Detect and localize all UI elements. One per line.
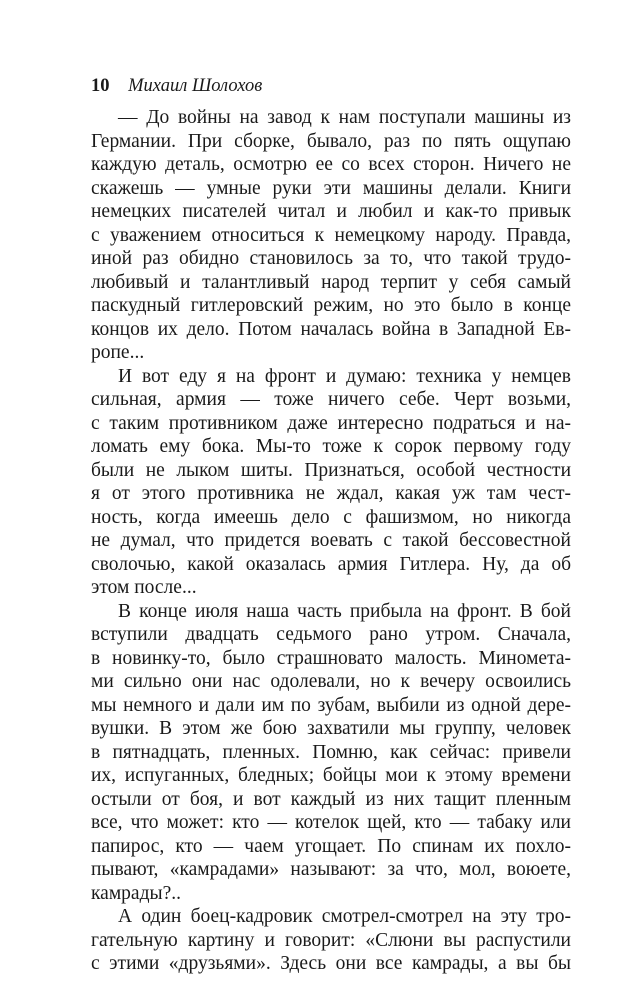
author-name: Михаил Шолохов [128,76,263,96]
text-line: ность, когда имеешь дело с фашизмом, но никогда [91,506,571,528]
text-line: все, что может: кто — котелок щей, кто — табаку или [91,812,571,833]
text-line: И вот еду я на фронт и думаю: техника у немцев [118,365,571,387]
text-line: их, испуганных, бледных; бойцы мои к этому времени [91,765,571,786]
text-line: гательную картину и говорит: «Слюни вы распустили [91,929,571,951]
text-line: с этими «друзьями». Здесь они все камрады, а вы бы [91,953,571,974]
text-line: я от этого противника не ждал, какая уж там чест- [91,483,571,504]
text-line: в новинку-то, было страшновато малость. Миномета- [91,647,571,669]
text-line: паскудный гитлеровский режим, но это было в конце [91,295,571,316]
text-line: сволочью, какой оказалась армия Гитлера. Ну, да об [91,553,571,575]
text-line: остыли от боя, и вот каждый из них тащит пленным [91,788,571,810]
text-line: вушки. В этом же бою захватили мы группу, человек [91,718,571,739]
text-line: каждую деталь, осмотрю ее со всех сторон. Ничего не [91,154,571,175]
running-head [91,66,571,106]
paragraph [91,600,571,906]
book-page [91,66,571,976]
text-line: не думал, что придется воевать с такой бессовестной [91,530,571,551]
paragraph [91,905,571,976]
text-line: сильная, армия — тоже ничего себе. Черт возьми, [91,389,571,410]
text-line: Германии. При сборке, бывало, раз по пять ощупаю [91,130,571,152]
text-line: — До войны на завод к нам поступали машины из [118,107,571,128]
text-line: вступили двадцать седьмого рано утром. Сначала, [91,624,571,645]
text-line: скажешь — умные руки эти машины делали. Книги [91,177,571,199]
text-line: немецких писателей читал и любил и как-то привык [91,201,571,222]
text-line: ломать ему бока. Мы-то тоже к сорок первому году [91,436,571,457]
text-line: были не лыком шиты. Признаться, особой честности [91,459,571,481]
text-line: ропе... [91,342,145,363]
text-line: А один боец-кадровик смотрел-смотрел на эту тро- [118,906,571,927]
body-text [91,106,571,976]
text-line: пывают, «камрадами» называют: за что, мол, воюете, [91,859,571,880]
text-line: мы немного и дали им по зубам, выбили из одной дере- [91,694,571,716]
text-line: в пятнадцать, пленных. Помню, как сейчас: привели [91,741,571,763]
text-line: концов их дело. Потом началась война в Западной Ев- [91,318,571,340]
page-number: 10 [91,76,110,96]
text-line: иной раз обидно становилось за то, что такой трудо- [91,248,571,269]
text-line: с таким противником даже интересно подраться и на- [91,412,571,434]
text-line: камрады?.. [91,882,182,904]
paragraph [91,365,571,600]
text-line: В конце июля наша часть прибыла на фронт. В бой [118,600,571,622]
text-line: любивый и талантливый народ терпит у себя самый [91,271,571,293]
paragraph [91,106,571,365]
text-line: этом после... [91,577,197,598]
text-line: папирос, кто — чаем угощает. По спинам их похло- [91,835,571,857]
text-line: ми сильно они нас одолевали, но к вечеру освоились [91,671,571,692]
text-line: с уважением относиться к немецкому народу. Правда, [91,224,571,246]
